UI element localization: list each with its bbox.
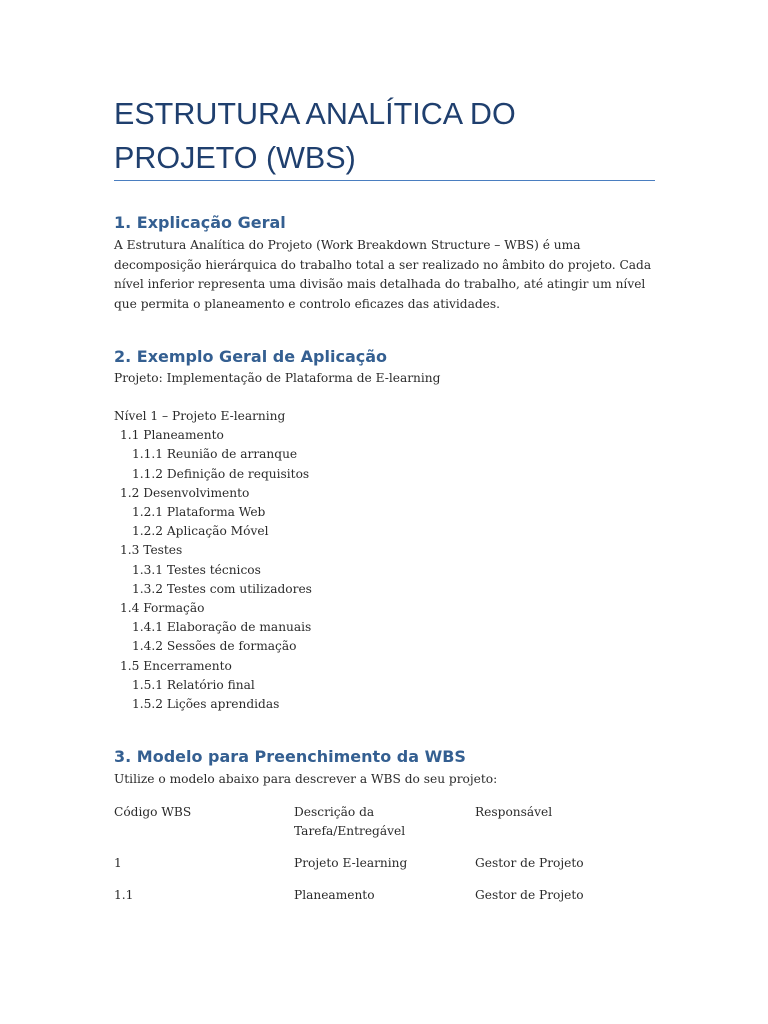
table-row — [114, 854, 655, 886]
column-header-description-label: Descrição da Tarefa/Entregável — [294, 805, 406, 838]
column-header-description — [294, 803, 475, 854]
wbs-item-level-3: 1.4.2 Sessões de formação — [132, 639, 297, 654]
table-cell-responsible: Gestor de Projeto — [475, 856, 584, 870]
table-row — [114, 886, 655, 918]
wbs-item-level-2: 1.4 Formação — [120, 601, 205, 616]
column-header-code: Código WBS — [114, 805, 192, 819]
section-heading-modelo: 3. Modelo para Preenchimento da WBS — [114, 747, 466, 766]
table-cell-code: 1.1 — [114, 888, 134, 902]
table-cell-responsible: Gestor de Projeto — [475, 888, 584, 902]
document-title: ESTRUTURA ANALÍTICA DO PROJETO (WBS) — [114, 97, 516, 175]
wbs-item-level-3: 1.1.1 Reunião de arranque — [132, 447, 298, 462]
wbs-item-level-3: 1.2.2 Aplicação Móvel — [132, 524, 269, 539]
wbs-item-level-3: 1.4.1 Elaboração de manuais — [132, 620, 312, 635]
wbs-item-level-2: 1.2 Desenvolvimento — [120, 485, 250, 500]
wbs-item-level-1: Nível 1 – Projeto E-learning — [114, 409, 286, 423]
wbs-item-level-2: 1.5 Encerramento — [120, 658, 232, 673]
wbs-item-level-3: 1.3.1 Testes técnicos — [132, 562, 261, 577]
wbs-item-level-3: 1.1.2 Definição de requisitos — [132, 466, 310, 481]
wbs-item-level-2: 1.1 Planeamento — [120, 428, 224, 443]
wbs-item-level-3: 1.2.1 Plataforma Web — [132, 505, 266, 520]
section-paragraph-explicacao: A Estrutura Analítica do Projeto (Work Breakdown Structure – WBS) é uma decomposição hierárquica do trabalho total a ser realizado no âmbito do projeto. Cada nível inferior representa uma divisão mais detalhada do trabalho, até atingir um nível que permita o planeamento e controlo eficazes das atividades. — [114, 238, 652, 311]
column-header-responsible: Responsável — [475, 805, 553, 819]
project-line: Projeto: Implementação de Plataforma de E-learning — [114, 371, 441, 385]
wbs-item-level-3: 1.5.2 Lições aprendidas — [132, 697, 280, 712]
table-cell-description: Projeto E-learning — [294, 856, 408, 870]
wbs-item-level-3: 1.5.1 Relatório final — [132, 677, 255, 692]
table-header-row — [114, 803, 655, 854]
section-heading-exemplo: 2. Exemplo Geral de Aplicação — [114, 347, 388, 366]
section-heading-explicacao: 1. Explicação Geral — [114, 213, 286, 232]
table-cell-code: 1 — [114, 856, 122, 870]
model-instruction: Utilize o modelo abaixo para descrever a WBS do seu projeto: — [114, 772, 498, 786]
wbs-outline — [114, 407, 312, 714]
table-cell-description: Planeamento — [294, 888, 375, 902]
wbs-template-table — [114, 803, 655, 918]
title-divider — [114, 180, 655, 181]
wbs-item-level-2: 1.3 Testes — [120, 543, 183, 558]
wbs-item-level-3: 1.3.2 Testes com utilizadores — [132, 581, 312, 596]
